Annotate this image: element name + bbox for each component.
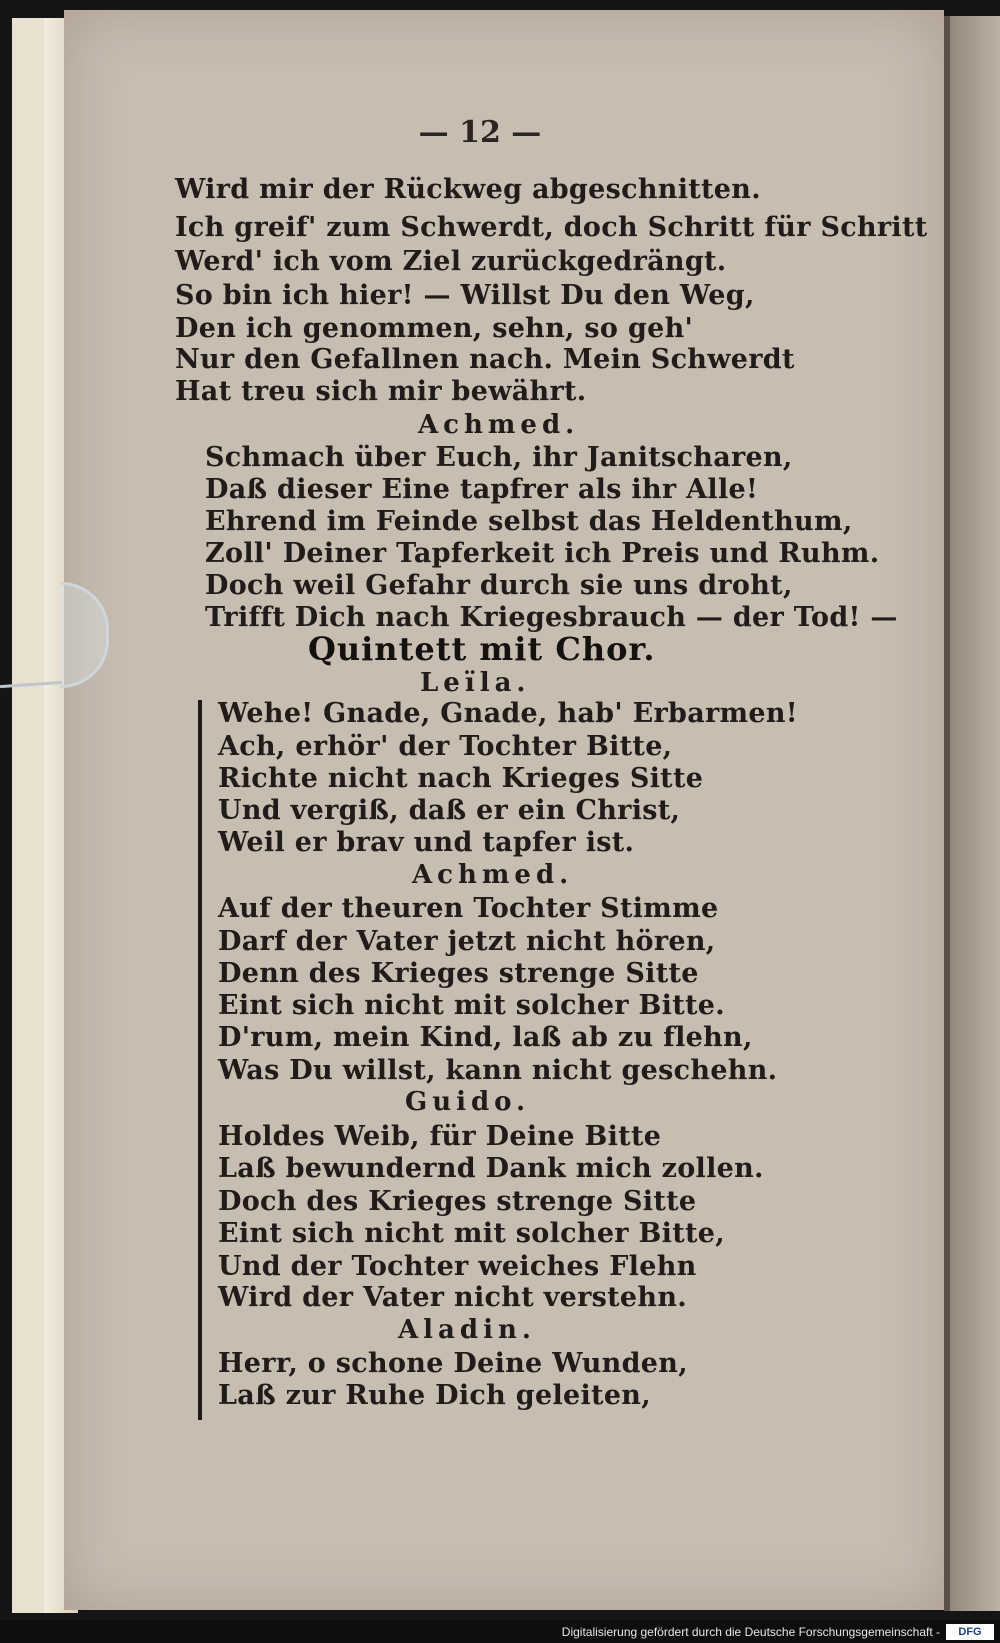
text-line: Doch weil Gefahr durch sie uns droht, [205, 570, 793, 601]
section-heading: Quintett mit Chor. [308, 630, 656, 668]
book-gutter [944, 16, 950, 1611]
text-line: Doch des Krieges strenge Sitte [218, 1186, 697, 1217]
speaker-achmed: Achmed. [418, 410, 580, 440]
text-line: Ich greif' zum Schwerdt, doch Schritt für Schritt [175, 212, 928, 243]
text-line: Wird der Vater nicht verstehn. [218, 1282, 687, 1313]
text-line: So bin ich hier! — Willst Du den Weg, [175, 280, 755, 311]
text-line: Weil er brav und tapfer ist. [218, 827, 635, 858]
text-line: Herr, o schone Deine Wunden, [218, 1348, 688, 1379]
text-line: Ach, erhör' der Tochter Bitte, [218, 731, 673, 762]
speaker-leila: Leïla. [420, 668, 531, 698]
text-line: Denn des Krieges strenge Sitte [218, 958, 699, 989]
speaker-achmed-2: Achmed. [412, 860, 574, 890]
text-line: Den ich genommen, sehn, so geh' [175, 313, 694, 344]
text-line: Zoll' Deiner Tapferkeit ich Preis und Ruhm. [205, 538, 880, 569]
facing-page-edge [944, 16, 1000, 1611]
footer-credit: Digitalisierung gefördert durch die Deutsche Forschungsgemeinschaft - [561, 1625, 940, 1639]
dfg-logo-icon: DFG [946, 1624, 994, 1640]
text-line: Und vergiß, daß er ein Christ, [218, 795, 681, 826]
text-line: Eint sich nicht mit solcher Bitte. [218, 990, 725, 1021]
text-line: Holdes Weib, für Deine Bitte [218, 1121, 662, 1152]
text-line: Nur den Gefallnen nach. Mein Schwerdt [175, 344, 795, 375]
text-line: Wird mir der Rückweg abgeschnitten. [175, 174, 761, 205]
text-line: Hat treu sich mir bewährt. [175, 376, 587, 407]
text-line: Eint sich nicht mit solcher Bitte, [218, 1218, 725, 1249]
speaker-guido: Guido. [405, 1087, 531, 1117]
text-line: Laß zur Ruhe Dich geleiten, [218, 1380, 651, 1411]
text-line: Laß bewundernd Dank mich zollen. [218, 1153, 764, 1184]
text-line: Wehe! Gnade, Gnade, hab' Erbarmen! [218, 698, 798, 729]
text-line: Daß dieser Eine tapfrer als ihr Alle! [205, 474, 759, 505]
text-line: Richte nicht nach Krieges Sitte [218, 763, 704, 794]
text-line: Und der Tochter weiches Flehn [218, 1251, 697, 1282]
text-line: Trifft Dich nach Kriegesbrauch — der Tod! — [205, 602, 898, 633]
text-line: Darf der Vater jetzt nicht hören, [218, 926, 716, 957]
text-line: Ehrend im Feinde selbst das Heldenthum, [205, 506, 853, 537]
text-line: Werd' ich vom Ziel zurückgedrängt. [175, 246, 727, 277]
bracket-line [198, 700, 208, 1420]
page-number: — 12 — [418, 115, 542, 150]
text-line: Auf der theuren Tochter Stimme [218, 893, 719, 924]
text-line: Was Du willst, kann nicht geschehn. [218, 1055, 778, 1086]
speaker-aladin: Aladin. [398, 1315, 536, 1345]
text-line: D'rum, mein Kind, laß ab zu flehn, [218, 1022, 753, 1053]
text-line: Schmach über Euch, ihr Janitscharen, [205, 442, 793, 473]
